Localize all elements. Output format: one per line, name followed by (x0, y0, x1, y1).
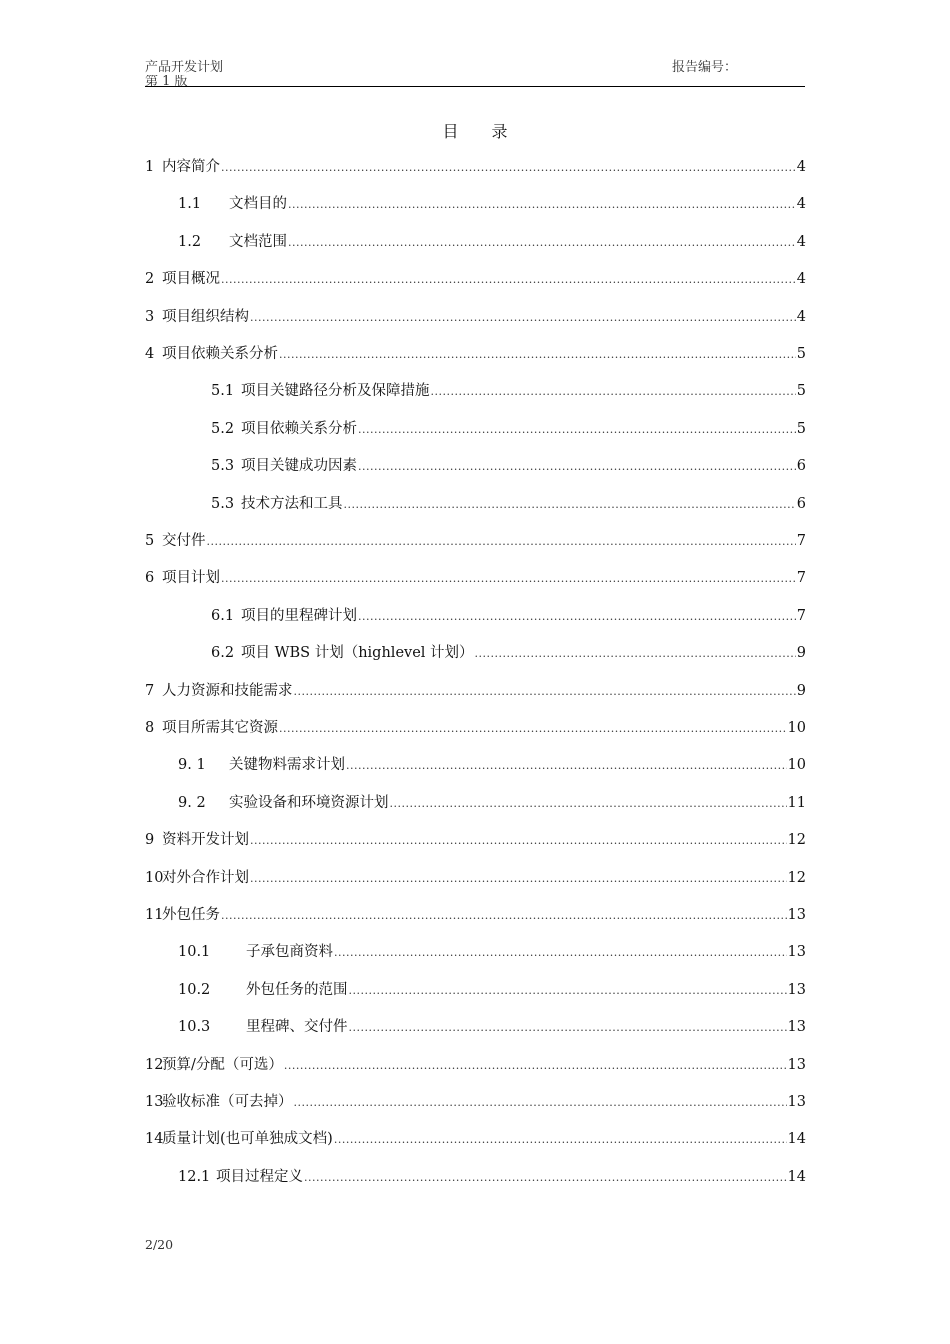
toc-entry-number: 3 (145, 309, 155, 325)
toc-entry-page: 4 (796, 159, 806, 175)
toc-entry[interactable] (145, 307, 806, 327)
toc-entry-number: 9. 1 (178, 757, 206, 773)
toc-entry-page: 9 (796, 683, 806, 699)
toc-entry-title: 关键物料需求计划 (229, 757, 345, 773)
toc-entry-title: 项目的里程碑计划 (241, 608, 357, 624)
toc-entry-number: 8 (145, 720, 155, 736)
toc-entry-title: 人力资源和技能需求 (162, 683, 293, 699)
toc-entry-title: 对外合作计划 (162, 870, 249, 886)
toc-entry-title: 项目概况 (162, 271, 220, 287)
toc-entry[interactable] (211, 381, 806, 401)
toc-entry-number: 1 (145, 159, 155, 175)
toc-entry-number: 10.2 (178, 982, 211, 998)
toc-entry-page: 13 (787, 907, 806, 923)
toc-dot-leader (279, 718, 787, 739)
toc-entry-page: 6 (796, 458, 806, 474)
toc-entry-page: 7 (796, 570, 806, 586)
toc-entry-title: 项目关键成功因素 (241, 458, 357, 474)
toc-dot-leader (304, 1167, 787, 1188)
toc-entry[interactable] (145, 568, 806, 588)
toc-entry-number: 6.2 (211, 645, 235, 661)
toc-entry[interactable] (145, 718, 806, 738)
toc-entry-page: 5 (796, 383, 806, 399)
header-version: 第 1 版 (145, 75, 188, 87)
toc-dot-leader (294, 1092, 787, 1113)
toc-entry[interactable] (145, 830, 806, 850)
page-indicator: 2/20 (145, 1237, 174, 1252)
toc-dot-leader (207, 531, 796, 552)
toc-dot-leader (250, 868, 787, 889)
toc-entry-number: 5.3 (211, 496, 235, 512)
toc-entry-page: 13 (787, 1019, 806, 1035)
toc-entry-page: 4 (796, 234, 806, 250)
toc-title: 目 录 (442, 122, 522, 141)
toc-dot-leader (294, 681, 796, 702)
toc-dot-leader (431, 381, 796, 402)
toc-entry-number: 10.3 (178, 1019, 211, 1035)
toc-entry[interactable] (211, 606, 806, 626)
toc-entry[interactable] (211, 643, 806, 663)
toc-entry-number: 2 (145, 271, 155, 287)
toc-dot-leader (358, 606, 796, 627)
header-doc-title: 产品开发计划 (145, 60, 224, 75)
toc-entry-title: 外包任务 (162, 907, 220, 923)
toc-dot-leader (284, 1055, 787, 1076)
toc-entry-title: 子承包商资料 (246, 944, 333, 960)
toc-entry[interactable] (145, 681, 806, 701)
toc-entry-page: 13 (787, 982, 806, 998)
toc-entry-title: 资料开发计划 (162, 832, 249, 848)
toc-entry-page: 6 (796, 496, 806, 512)
toc-dot-leader (475, 643, 796, 664)
toc-entry[interactable] (178, 793, 806, 813)
toc-entry-page: 9 (796, 645, 806, 661)
toc-dot-leader (288, 194, 796, 215)
toc-entry[interactable] (178, 232, 806, 252)
toc-entry[interactable] (178, 1167, 806, 1187)
toc-entry[interactable] (145, 531, 806, 551)
toc-dot-leader (279, 344, 796, 365)
toc-entry-number: 14 (145, 1131, 164, 1147)
toc-entry-page: 5 (796, 421, 806, 437)
toc-dot-leader (221, 157, 796, 178)
toc-entry-page: 10 (787, 720, 806, 736)
toc-dot-leader (334, 1129, 787, 1150)
toc-entry[interactable] (211, 419, 806, 439)
toc-entry-page: 14 (787, 1169, 806, 1185)
toc-entry-number: 13 (145, 1094, 164, 1110)
toc-entry[interactable] (211, 456, 806, 476)
toc-entry-number: 12 (145, 1057, 164, 1073)
toc-entry-number: 4 (145, 346, 155, 362)
toc-entry-title: 质量计划(也可单独成文档) (162, 1131, 333, 1147)
toc-entry-title: 交付件 (162, 533, 206, 549)
toc-dot-leader (288, 232, 796, 253)
toc-entry-title: 项目组织结构 (162, 309, 249, 325)
toc-entry-page: 14 (787, 1131, 806, 1147)
toc-entry-page: 11 (787, 795, 806, 811)
toc-entry-page: 4 (796, 196, 806, 212)
toc-entry-title: 里程碑、交付件 (246, 1019, 348, 1035)
toc-entry[interactable] (178, 1017, 806, 1037)
toc-entry[interactable] (145, 1129, 806, 1149)
toc-entry-title: 项目所需其它资源 (162, 720, 278, 736)
toc-entry-title: 项目计划 (162, 570, 220, 586)
toc-dot-leader (221, 269, 796, 290)
toc-entry[interactable] (178, 755, 806, 775)
toc-entry-number: 9 (145, 832, 155, 848)
toc-entry[interactable] (178, 194, 806, 214)
toc-entry-number: 1.1 (178, 196, 202, 212)
toc-entry-title: 项目依赖关系分析 (162, 346, 278, 362)
toc-entry-page: 10 (787, 757, 806, 773)
toc-dot-leader (358, 419, 796, 440)
toc-entry-title: 文档范围 (229, 234, 287, 250)
toc-entry-number: 11 (145, 907, 164, 923)
toc-entry-number: 6.1 (211, 608, 235, 624)
toc-entry[interactable] (145, 157, 806, 177)
toc-entry-page: 12 (787, 870, 806, 886)
toc-entry-page: 5 (796, 346, 806, 362)
toc-dot-leader (349, 980, 787, 1001)
toc-dot-leader (358, 456, 796, 477)
toc-entry[interactable] (145, 905, 806, 925)
toc-dot-leader (221, 905, 787, 926)
toc-entry-number: 1.2 (178, 234, 202, 250)
header-report-number: 报告编号： (672, 60, 738, 75)
toc-entry-page: 4 (796, 271, 806, 287)
toc-entry-number: 10.1 (178, 944, 211, 960)
toc-entry-title: 文档目的 (229, 196, 287, 212)
toc-entry-page: 7 (796, 533, 806, 549)
toc-entry-number: 12.1 (178, 1169, 211, 1185)
toc-entry[interactable] (178, 942, 806, 962)
toc-dot-leader (390, 793, 787, 814)
toc-entry-number: 6 (145, 570, 155, 586)
toc-entry-number: 5.1 (211, 383, 235, 399)
toc-entry-title: 项目 WBS 计划（highlevel 计划） (241, 645, 474, 661)
toc-entry-page: 4 (796, 309, 806, 325)
toc-dot-leader (346, 755, 787, 776)
toc-entry[interactable] (145, 1092, 806, 1112)
toc-entry-number: 5.2 (211, 421, 235, 437)
toc-dot-leader (250, 307, 796, 328)
toc-dot-leader (349, 1017, 787, 1038)
toc-entry-title: 技术方法和工具 (241, 496, 343, 512)
toc-entry-title: 项目过程定义 (216, 1169, 303, 1185)
toc-entry-number: 7 (145, 683, 155, 699)
toc-entry-page: 13 (787, 1094, 806, 1110)
toc-dot-leader (334, 942, 787, 963)
toc-dot-leader (250, 830, 787, 851)
toc-entry-title: 项目依赖关系分析 (241, 421, 357, 437)
toc-entry-title: 外包任务的范围 (246, 982, 348, 998)
toc-entry-number: 10 (145, 870, 164, 886)
toc-entry-number: 9. 2 (178, 795, 206, 811)
toc-dot-leader (344, 494, 796, 515)
toc-entry-number: 5 (145, 533, 155, 549)
toc-entry[interactable] (211, 494, 806, 514)
toc-entry-title: 验收标准（可去掉） (162, 1094, 293, 1110)
toc-entry-page: 7 (796, 608, 806, 624)
toc-entry-number: 5.3 (211, 458, 235, 474)
toc-entry-title: 内容简介 (162, 159, 220, 175)
toc-entry-page: 13 (787, 944, 806, 960)
toc-entry-title: 项目关键路径分析及保障措施 (241, 383, 430, 399)
toc-entry-page: 12 (787, 832, 806, 848)
toc-entry[interactable] (145, 344, 806, 364)
toc-entry[interactable] (145, 868, 806, 888)
toc-entry-title: 预算/分配（可选） (162, 1057, 283, 1073)
toc-entry-title: 实验设备和环境资源计划 (229, 795, 389, 811)
toc-entry[interactable] (145, 269, 806, 289)
toc-entry[interactable] (145, 1055, 806, 1075)
toc-entry-page: 13 (787, 1057, 806, 1073)
toc-entry[interactable] (178, 980, 806, 1000)
toc-dot-leader (221, 568, 796, 589)
